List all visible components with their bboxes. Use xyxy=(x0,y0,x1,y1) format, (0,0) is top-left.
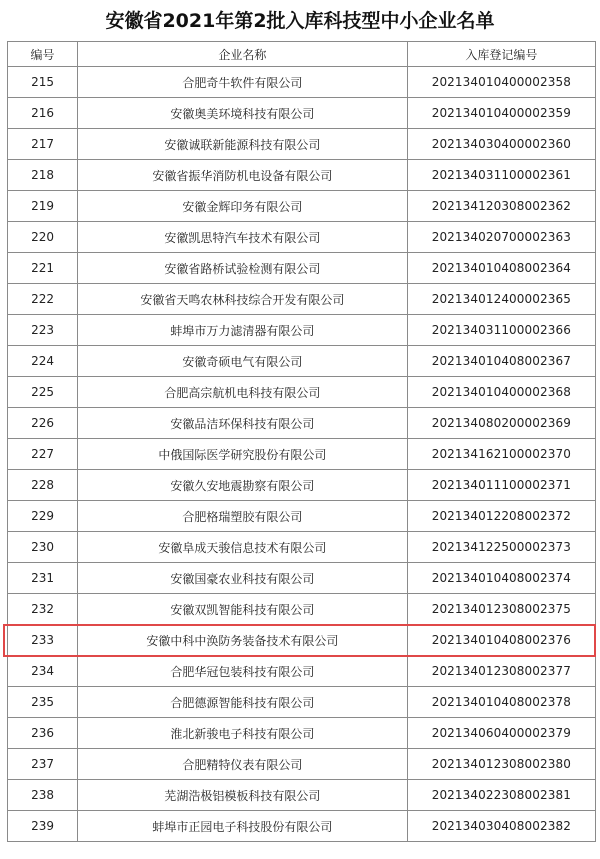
cell-no: 228 xyxy=(8,470,78,501)
table-body xyxy=(8,67,596,842)
cell-reg: 202134162100002370 xyxy=(407,439,595,470)
cell-company: 安徽诚联新能源科技有限公司 xyxy=(78,129,408,160)
cell-company: 安徽中科中涣防务装备技术有限公司 xyxy=(78,625,408,656)
table-row xyxy=(8,346,596,377)
cell-no: 237 xyxy=(8,749,78,780)
table-row xyxy=(8,253,596,284)
table-row xyxy=(8,222,596,253)
cell-company: 蚌埠市万力滤清器有限公司 xyxy=(78,315,408,346)
cell-reg: 202134122500002373 xyxy=(407,532,595,563)
cell-reg: 202134010408002367 xyxy=(407,346,595,377)
cell-company: 中俄国际医学研究股份有限公司 xyxy=(78,439,408,470)
cell-no: 236 xyxy=(8,718,78,749)
table-row xyxy=(8,470,596,501)
table-row xyxy=(8,129,596,160)
table-row xyxy=(8,749,596,780)
cell-reg: 202134010408002376 xyxy=(407,625,595,656)
table-row xyxy=(8,501,596,532)
table-row xyxy=(8,811,596,842)
cell-reg: 202134012208002372 xyxy=(407,501,595,532)
cell-reg: 202134012400002365 xyxy=(407,284,595,315)
table-row xyxy=(8,780,596,811)
cell-company: 合肥奇牛软件有限公司 xyxy=(78,67,408,98)
table-row xyxy=(8,98,596,129)
cell-company: 安徽阜成天骏信息技术有限公司 xyxy=(78,532,408,563)
cell-no: 238 xyxy=(8,780,78,811)
cell-reg: 202134031100002361 xyxy=(407,160,595,191)
table-row xyxy=(8,439,596,470)
cell-no: 221 xyxy=(8,253,78,284)
cell-reg: 202134012308002380 xyxy=(407,749,595,780)
cell-reg: 202134010408002364 xyxy=(407,253,595,284)
cell-company: 淮北新骏电子科技有限公司 xyxy=(78,718,408,749)
cell-no: 217 xyxy=(8,129,78,160)
cell-reg: 202134012308002377 xyxy=(407,656,595,687)
cell-no: 219 xyxy=(8,191,78,222)
cell-company: 合肥格瑞塑胶有限公司 xyxy=(78,501,408,532)
cell-company: 蚌埠市正园电子科技股份有限公司 xyxy=(78,811,408,842)
cell-reg: 202134011100002371 xyxy=(407,470,595,501)
cell-company: 安徽奥美环境科技有限公司 xyxy=(78,98,408,129)
cell-no: 233 xyxy=(8,625,78,656)
cell-reg: 202134080200002369 xyxy=(407,408,595,439)
table-row xyxy=(8,408,596,439)
cell-reg: 202134010400002368 xyxy=(407,377,595,408)
cell-reg: 202134010400002359 xyxy=(407,98,595,129)
cell-no: 227 xyxy=(8,439,78,470)
cell-no: 223 xyxy=(8,315,78,346)
cell-no: 222 xyxy=(8,284,78,315)
cell-reg: 202134030400002360 xyxy=(407,129,595,160)
cell-company: 安徽久安地震勘察有限公司 xyxy=(78,470,408,501)
cell-no: 225 xyxy=(8,377,78,408)
cell-company: 安徽奇硕电气有限公司 xyxy=(78,346,408,377)
page-title: 安徽省2021年第2批入库科技型中小企业名单 xyxy=(105,10,495,32)
table-header-row xyxy=(8,42,596,67)
cell-company: 合肥德源智能科技有限公司 xyxy=(78,687,408,718)
cell-company: 安徽品洁环保科技有限公司 xyxy=(78,408,408,439)
cell-company: 合肥精特仪表有限公司 xyxy=(78,749,408,780)
cell-no: 232 xyxy=(8,594,78,625)
table-row xyxy=(8,718,596,749)
table-row xyxy=(8,656,596,687)
table-row xyxy=(8,594,596,625)
table-row xyxy=(8,532,596,563)
cell-company: 芜湖浩极铝模板科技有限公司 xyxy=(78,780,408,811)
header-company: 企业名称 xyxy=(78,42,408,67)
cell-no: 218 xyxy=(8,160,78,191)
cell-company: 合肥华冠包装科技有限公司 xyxy=(78,656,408,687)
table-row xyxy=(8,315,596,346)
header-no: 编号 xyxy=(8,42,78,67)
table-row xyxy=(8,687,596,718)
cell-company: 安徽省振华消防机电设备有限公司 xyxy=(78,160,408,191)
cell-company: 安徽双凯智能科技有限公司 xyxy=(78,594,408,625)
table-row xyxy=(8,67,596,98)
cell-no: 216 xyxy=(8,98,78,129)
table-row xyxy=(8,160,596,191)
cell-company: 安徽凯思特汽车技术有限公司 xyxy=(78,222,408,253)
table-row xyxy=(8,191,596,222)
cell-no: 220 xyxy=(8,222,78,253)
cell-reg: 202134060400002379 xyxy=(407,718,595,749)
cell-reg: 202134010408002374 xyxy=(407,563,595,594)
cell-company: 安徽省路桥试验检测有限公司 xyxy=(78,253,408,284)
cell-reg: 202134120308002362 xyxy=(407,191,595,222)
cell-reg: 202134012308002375 xyxy=(407,594,595,625)
company-table xyxy=(7,41,596,842)
header-reg: 入库登记编号 xyxy=(407,42,595,67)
cell-no: 234 xyxy=(8,656,78,687)
cell-reg: 202134010408002378 xyxy=(407,687,595,718)
cell-reg: 202134022308002381 xyxy=(407,780,595,811)
cell-reg: 202134031100002366 xyxy=(407,315,595,346)
cell-no: 229 xyxy=(8,501,78,532)
cell-company: 合肥高宗航机电科技有限公司 xyxy=(78,377,408,408)
table-row xyxy=(8,284,596,315)
cell-no: 226 xyxy=(8,408,78,439)
cell-reg: 202134030408002382 xyxy=(407,811,595,842)
cell-no: 231 xyxy=(8,563,78,594)
cell-company: 安徽省天鸣农林科技综合开发有限公司 xyxy=(78,284,408,315)
cell-no: 224 xyxy=(8,346,78,377)
cell-reg: 202134010400002358 xyxy=(407,67,595,98)
table-row xyxy=(8,377,596,408)
table-row xyxy=(8,563,596,594)
table-row xyxy=(8,625,596,656)
cell-reg: 202134020700002363 xyxy=(407,222,595,253)
cell-no: 230 xyxy=(8,532,78,563)
cell-no: 239 xyxy=(8,811,78,842)
cell-no: 215 xyxy=(8,67,78,98)
cell-company: 安徽金辉印务有限公司 xyxy=(78,191,408,222)
cell-company: 安徽国豪农业科技有限公司 xyxy=(78,563,408,594)
cell-no: 235 xyxy=(8,687,78,718)
